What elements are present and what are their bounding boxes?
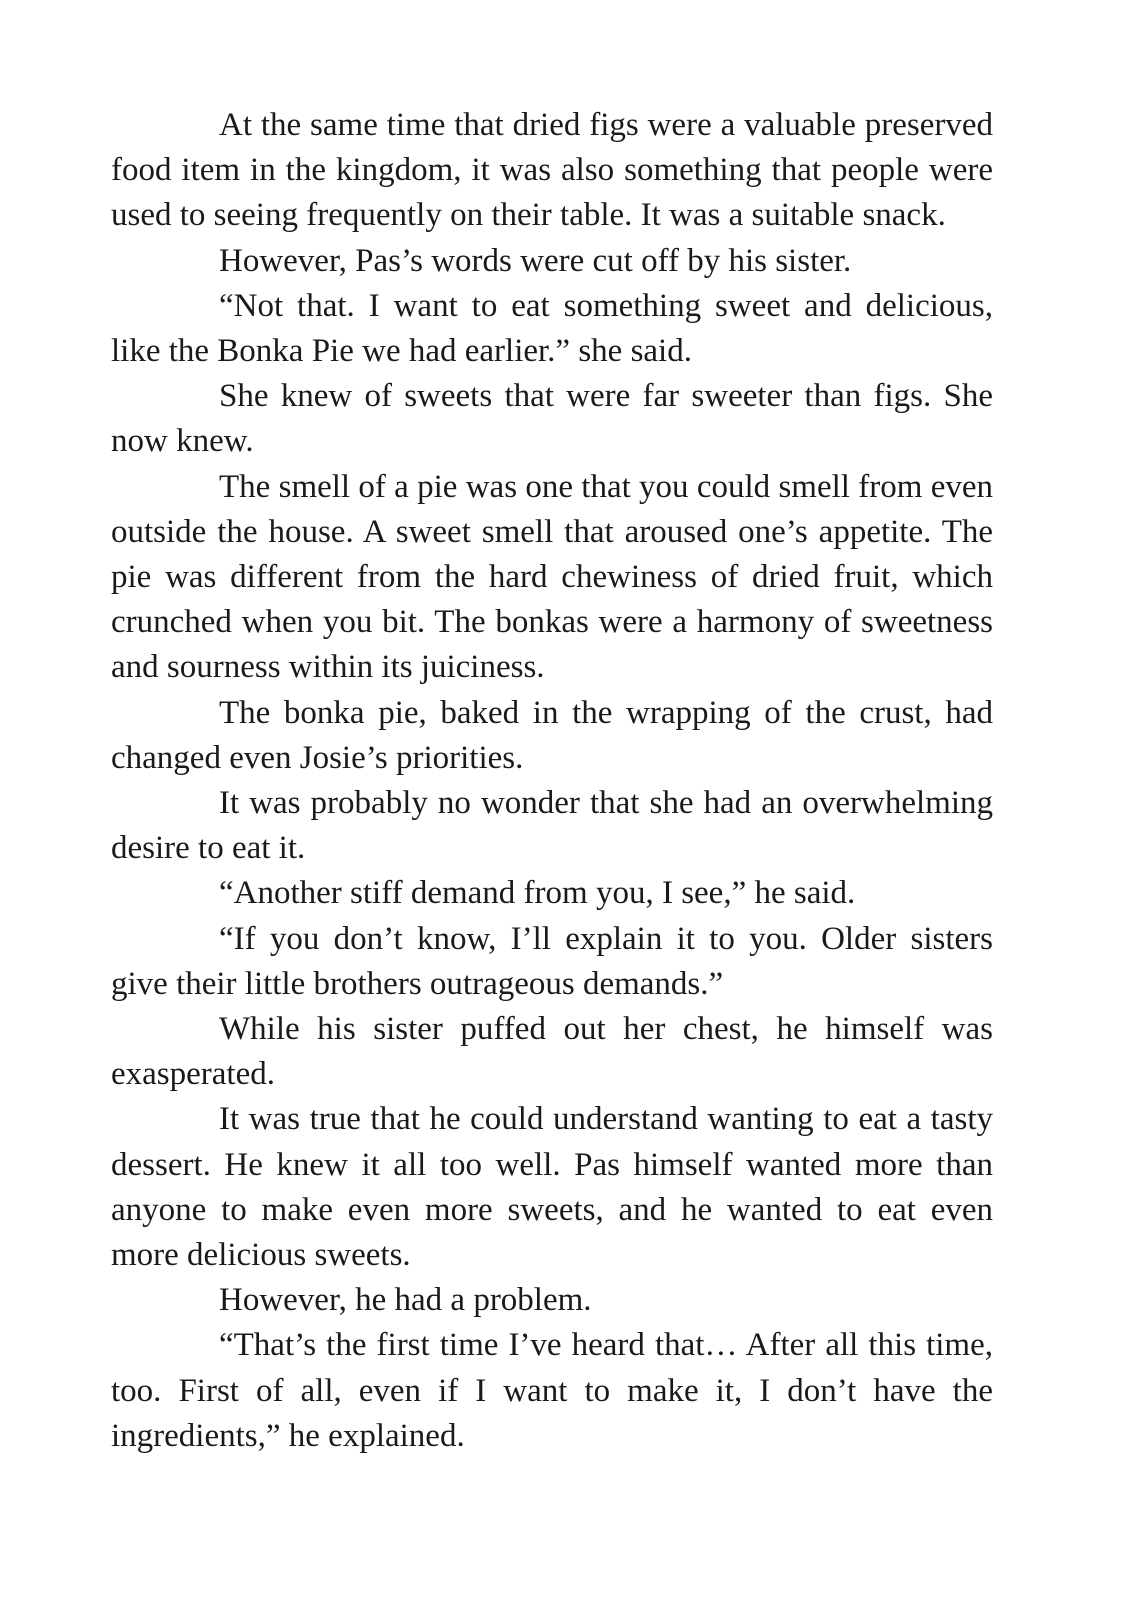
paragraph: The smell of a pie was one that you could smell from even outside the house. A sweet smell that aroused one’s appetite. The pie was different from the hard chewiness of dried fruit, which crunched when you bit. The bonkas were a harmony of sweetness and sourness within its juiciness. xyxy=(111,468,993,686)
paragraph: While his sister puffed out her chest, he himself was exasperated. xyxy=(111,1011,993,1093)
book-page xyxy=(111,103,993,1459)
paragraph: “If you don’t know, I’ll explain it to you. Older sisters give their little brothers outrageous demands.” xyxy=(111,920,993,1002)
paragraph: At the same time that dried figs were a valuable preserved food item in the kingdom, it was also something that people were used to seeing frequently on their table. It was a suitable snack. xyxy=(111,107,993,234)
paragraph: It was probably no wonder that she had an overwhelming desire to eat it. xyxy=(111,785,993,867)
paragraph: It was true that he could understand wanting to eat a tasty dessert. He knew it all too well. Pas himself wanted more than anyone to make even more sweets, and he wanted to eat even more delicious sweets. xyxy=(111,1101,993,1274)
paragraph: She knew of sweets that were far sweeter than figs. She now knew. xyxy=(111,378,993,460)
paragraph: However, he had a problem. xyxy=(219,1282,592,1319)
paragraph: However, Pas’s words were cut off by his sister. xyxy=(219,242,852,279)
paragraph: The bonka pie, baked in the wrapping of the crust, had changed even Josie’s priorities. xyxy=(111,694,993,776)
paragraph: “Another stiff demand from you, I see,” he said. xyxy=(219,875,856,912)
paragraph: “That’s the first time I’ve heard that… After all this time, too. First of all, even if I want to make it, I don’t have the ingredients,” he explained. xyxy=(111,1327,993,1454)
paragraph: “Not that. I want to eat something sweet and delicious, like the Bonka Pie we had earlier.” she said. xyxy=(111,287,993,370)
